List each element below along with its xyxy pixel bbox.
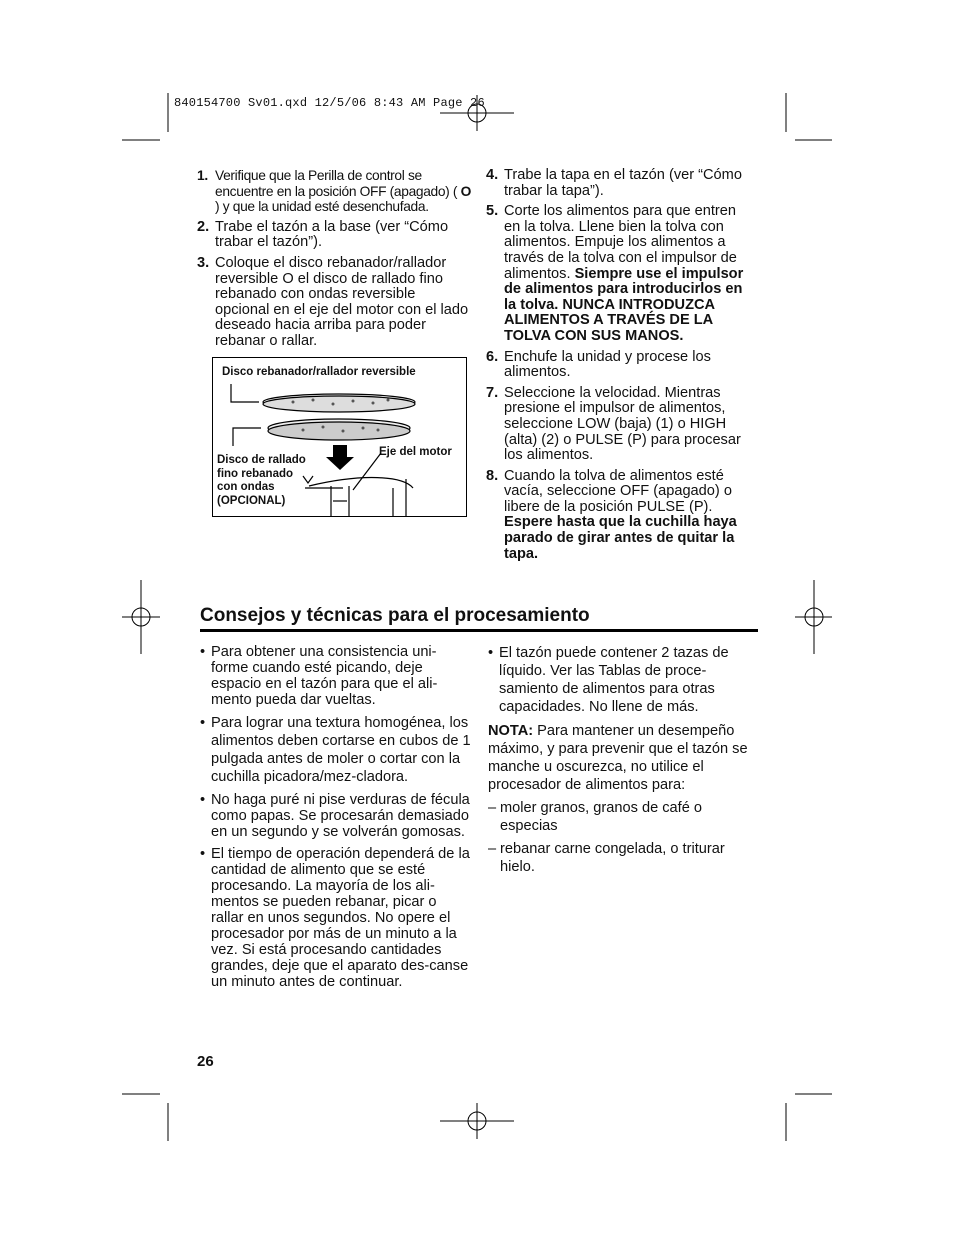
tip-text: El tazón puede contener 2 tazas de líquido. Ver las Tablas de proce-samiento de alimentos para otras capacidades. No llene de más. bbox=[499, 645, 729, 715]
step-number: 6. bbox=[486, 348, 499, 365]
left-steps bbox=[197, 168, 472, 355]
page-number: 26 bbox=[197, 1053, 214, 1070]
step-number: 5. bbox=[486, 203, 499, 220]
step-number: 7. bbox=[486, 384, 499, 401]
diagram-label-right: Eje del motor bbox=[379, 446, 452, 458]
note-item-text: moler granos, granos de café o especias bbox=[500, 800, 702, 834]
step-text: Corte los alimentos para que entren en la tolva. Llene bien la tolva con alimentos. Empuje los alimentos a través de la tolva con el impulsor de alimentos. bbox=[504, 203, 737, 282]
step-1 bbox=[197, 168, 472, 215]
down-arrow-icon bbox=[326, 445, 354, 470]
step-8 bbox=[486, 469, 756, 563]
tip-item: • Para lograr una textura homogénea, los alimentos deben cortarse en cubos de 1 pulgada antes de moler o cortar con la cuchilla picadora/mez-cladora. bbox=[200, 715, 471, 785]
step-warning: Espere hasta que la cuchilla haya parado de girar antes de quitar la tapa. bbox=[504, 514, 737, 562]
diagram-label-top: Disco rebanador/rallador reversible bbox=[222, 366, 416, 378]
right-steps bbox=[486, 168, 756, 567]
disc-illustration bbox=[213, 358, 466, 516]
off-symbol: O bbox=[460, 183, 472, 199]
tip-text: Para lograr una textura homogénea, los alimentos deben cortarse en cubos de 1 pulgada antes de moler o cortar con la cuchilla picadora/mez-cladora. bbox=[211, 715, 471, 785]
tip-item: • Para obtener una consistencia uni-forme cuando esté picando, deje espacio en el tazón para que el ali-mento pueda dar vueltas. bbox=[200, 644, 438, 708]
step-text: Seleccione la velocidad. Mientras presione el impulsor de alimentos, seleccione LOW (baja) (1) o HIGH (alta) (2) o PULSE (P) para procesar los alimentos. bbox=[504, 384, 741, 464]
registration-mark-right bbox=[795, 580, 832, 654]
tip-item: • El tiempo de operación dependerá de la cantidad de alimento que se esté procesando. La mayoría de los ali-mentos se pueden rebanar, picar o rallar en unos segundos. No opere el procesador por más de un minuto a la vez. Si está procesando cantidades grandes, deje que el aparato des-canse un minuto antes de continuar. bbox=[200, 846, 470, 990]
step-number: 4. bbox=[486, 167, 499, 183]
tip-item: • El tazón puede contener 2 tazas de líquido. Ver las Tablas de proce-samiento de alimentos para otras capacidades. No llene de más. bbox=[488, 645, 729, 715]
registration-mark-bottom bbox=[440, 1103, 514, 1139]
step-6 bbox=[486, 350, 756, 381]
section-rule bbox=[200, 629, 758, 632]
step-number: 2. bbox=[197, 218, 210, 235]
step-number: 3. bbox=[197, 254, 210, 271]
step-number: 1. bbox=[197, 168, 208, 183]
file-slug: 840154700 Sv01.qxd 12/5/06 8:43 AM Page 26 bbox=[174, 96, 485, 110]
step-number: 8. bbox=[486, 467, 499, 484]
note-label: NOTA: bbox=[488, 723, 534, 739]
note-item: – moler granos, granos de café o especias bbox=[488, 800, 702, 834]
step-7 bbox=[486, 386, 756, 464]
step-3 bbox=[197, 256, 472, 350]
registration-mark-left bbox=[122, 580, 160, 654]
note-item-text: rebanar carne congelada, o triturar hielo. bbox=[500, 841, 725, 875]
step-text: ) y que la unidad esté desenchufada. bbox=[215, 199, 429, 215]
tip-text: No haga puré ni pise verduras de fécula como papas. Se procesarán demasiado en un segundo y se volverán gomosas. bbox=[211, 792, 470, 840]
step-text: Enchufe la unidad y procese los alimentos. bbox=[504, 348, 711, 381]
step-text: Verifique que la Perilla de control se encuentre en la posición OFF (apagado) ( bbox=[215, 168, 461, 199]
note bbox=[488, 722, 754, 794]
note-item: – rebanar carne congelada, o triturar hielo. bbox=[488, 841, 725, 875]
section-title: Consejos y técnicas para el procesamiento bbox=[200, 605, 590, 626]
tip-text: Para obtener una consistencia uni-forme cuando esté picando, deje espacio en el tazón para que el ali-mento pueda dar vueltas. bbox=[211, 644, 438, 708]
tip-text: El tiempo de operación dependerá de la cantidad de alimento que se esté procesando. La mayoría de los ali-mentos se pueden rebanar, picar o rallar en unos segundos. No opere el procesador por más de un minuto a la vez. Si está procesando cantidades grandes, deje que el aparato des-canse un minuto antes de continuar. bbox=[211, 846, 470, 990]
diagram-label-left: Disco de rallado fino rebanado con ondas (OPCIONAL) bbox=[217, 454, 306, 507]
tips-left bbox=[200, 644, 472, 996]
tips-right bbox=[488, 644, 754, 881]
step-warning: Siempre use el impulsor de alimentos para introducirlos en la tolva. NUNCA INTRODUZCA ALIMENTOS A TRAVÉS DE LA TOLVA CON SUS MANOS. bbox=[504, 265, 744, 344]
step-text: Cuando la tolva de alimentos esté vacía, seleccione OFF (apagado) o libere de la posición PULSE (P). bbox=[504, 467, 732, 515]
note-text: Para mantener un desempeño máximo, y para prevenir que el tazón se manche u oscurezca, no utilice el procesador de alimentos para: bbox=[488, 723, 748, 793]
step-4 bbox=[486, 168, 756, 199]
step-text: Trabe el tazón a la base (ver “Cómo trabar el tazón”). bbox=[215, 218, 449, 251]
step-text: Trabe la tapa en el tazón (ver “Cómo trabar la tapa”). bbox=[504, 167, 742, 199]
disc-diagram bbox=[212, 357, 467, 517]
step-2 bbox=[197, 220, 472, 251]
step-5 bbox=[486, 204, 756, 344]
tip-item: • No haga puré ni pise verduras de fécula como papas. Se procesarán demasiado en un segundo y se volverán gomosas. bbox=[200, 792, 470, 840]
step-text: Coloque el disco rebanador/rallador reversible O el disco de rallado fino rebanado con ondas reversible opcional en el eje del motor con el lado deseado hacia arriba para poder rebanar o rallar. bbox=[215, 254, 469, 349]
